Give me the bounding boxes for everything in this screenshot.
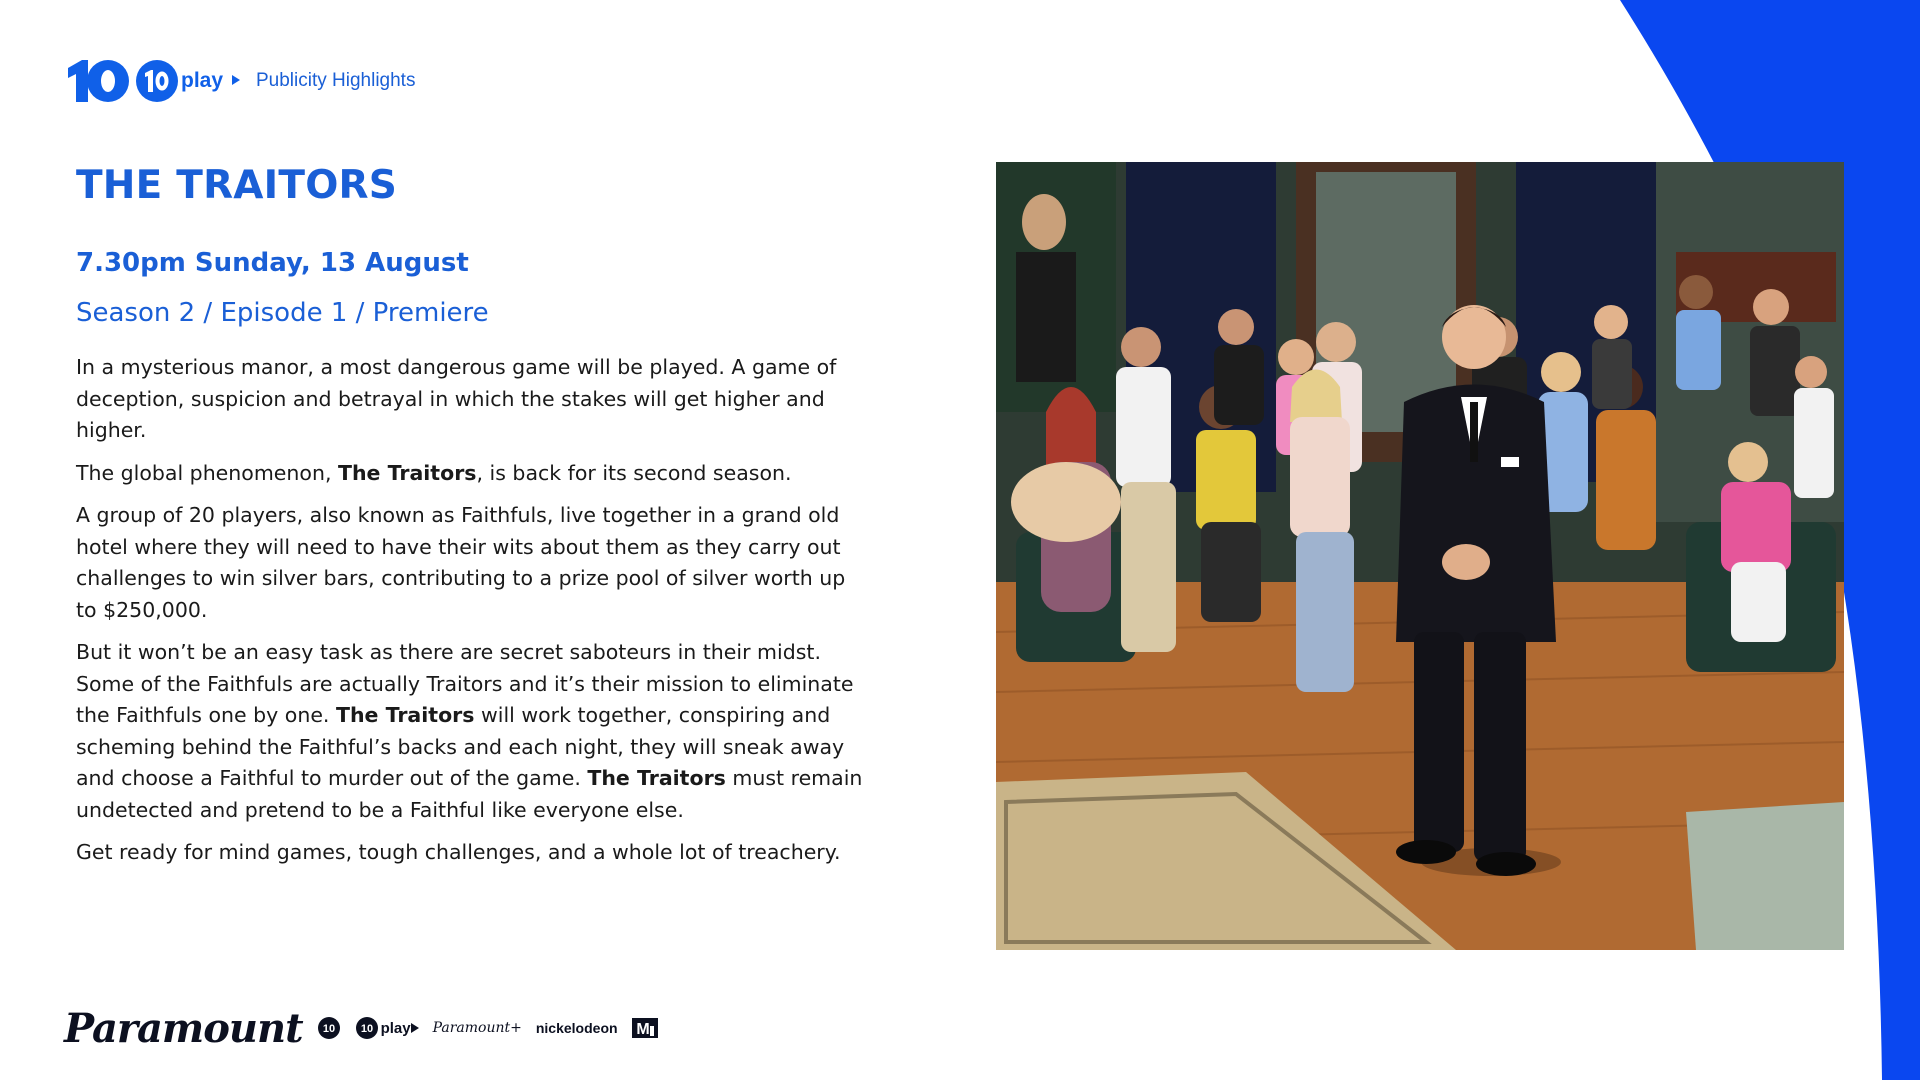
tenplay-small-text: play — [380, 1019, 411, 1037]
text-run: , is back for its second season. — [476, 460, 792, 485]
text-run: will work together, conspiring and scheming behind the Faithful’s backs and each night, they will sneak away and choose a Faithful to murder out of the game. — [76, 703, 845, 790]
paramount-logo: Paramount — [64, 1004, 303, 1052]
mtv-logo — [632, 1016, 660, 1040]
paramount-plus-text: Paramount+ — [432, 1020, 522, 1036]
synopsis-paragraph-4 — [76, 637, 866, 826]
show-info — [76, 163, 863, 880]
paramount-plus-logo — [433, 1020, 522, 1036]
ten-small-icon — [317, 1016, 341, 1040]
show-name-bold: The Traitors — [335, 703, 475, 727]
nickelodeon-text: nickelodeon — [535, 1020, 618, 1036]
play-arrow-icon — [411, 1023, 419, 1033]
text-run: must remain undetected and pretend to be a Faithful like everyone else. — [76, 766, 863, 822]
tenplay-small-ten-text: 10 — [360, 1023, 373, 1035]
footer-logos — [64, 1000, 660, 1056]
synopsis-paragraph-3: A group of 20 players, also known as Faithfuls, live together in a grand old hotel where they will need to have their wits about them as they carry out challenges to win silver bars, contributing to a prize pool of silver worth up to $250,000. — [76, 503, 846, 622]
synopsis — [76, 352, 863, 869]
ten-small-logo — [317, 1016, 341, 1040]
show-name-bold: The Traitors — [337, 460, 477, 485]
tenplay-small-logo — [355, 1016, 419, 1040]
airtime: 7.30pm Sunday, 13 August — [76, 248, 469, 278]
mtv-letter: M — [635, 1021, 650, 1038]
tenplay-logo-text: play — [181, 69, 224, 92]
tenplay-small-icon — [355, 1016, 379, 1040]
episode-info: Season 2 / Episode 1 / Premiere — [76, 298, 489, 328]
show-name-bold: The Traitors — [587, 766, 726, 790]
synopsis-paragraph-5: Get ready for mind games, tough challenges, and a whole lot of treachery. — [76, 840, 841, 864]
header — [66, 58, 415, 104]
synopsis-paragraph-1: In a mysterious manor, a most dangerous game will be played. A game of deception, suspicion and betrayal in which the stakes will get higher and higher. — [76, 355, 837, 442]
show-title: THE TRAITORS — [76, 163, 398, 208]
nickelodeon-logo — [536, 1020, 618, 1036]
mtv-logo-icon — [632, 1016, 660, 1040]
text-run: The global phenomenon, — [76, 460, 338, 485]
ten-logo-icon — [66, 58, 130, 104]
header-label: Publicity Highlights — [256, 70, 416, 91]
ten-small-text: 10 — [322, 1023, 335, 1035]
tenplay-logo-icon — [134, 58, 244, 104]
text-run: But it won’t be an easy task as there are secret saboteurs in their midst. Some of the Faithfuls are actually Traitors and it’s their mission to eliminate the Faithfuls one by one. — [76, 640, 854, 727]
cast-photo — [996, 162, 1844, 950]
synopsis-paragraph-2 — [76, 458, 866, 490]
